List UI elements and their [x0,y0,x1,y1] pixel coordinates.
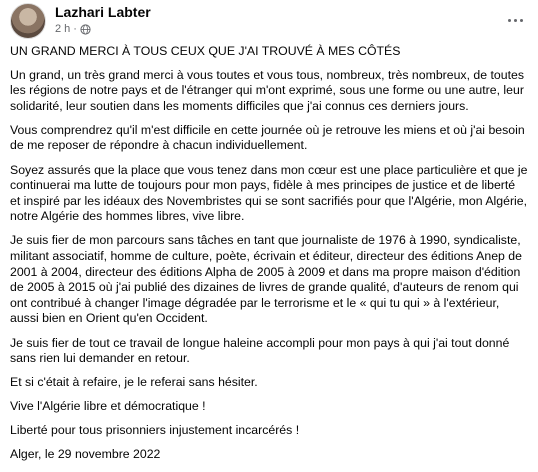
post-body [10,44,528,472]
globe-icon[interactable] [80,24,91,35]
post-time[interactable]: 2 h [55,23,71,35]
post-signature: Alger, le 29 novembre 2022 [10,447,161,462]
author-avatar[interactable] [10,3,46,39]
author-name[interactable]: Lazhari Labter [55,4,151,20]
post-paragraph: Liberté pour tous prisonniers injustement incarcérés ! [10,423,300,438]
post-paragraph: Soyez assurés que la place que vous tenez dans mon cœur est une place particulière et que je continuerai ma lutte de toujours pour mon pays, fidèle à mes principes de justice et de liberté et inspiré par les idéaux des Novembristes qui se sont sacrifiés pour que l'Algérie, mon Algérie, notre Algérie des hommes libres, vive libre. [10,162,528,224]
post-meta [55,23,91,35]
post-paragraph: Vive l'Algérie libre et démocratique ! [10,399,206,414]
post-paragraph: Vous comprendrez qu'il m'est difficile en cette journée où je retrouve les miens et où j'ai besoin de me reposer de répondre à chacun individuellement. [10,122,525,153]
more-options-icon[interactable] [504,9,526,31]
meta-separator: · [73,23,77,35]
post-paragraph: Je suis fier de mon parcours sans tâches en tant que journaliste de 1976 à 1990, syndicaliste, militant associatif, homme de culture, poète, écrivain et éditeur, directeur des éditions Anep de 2001 à 2004, directeur des éditions Alpha de 2005 à 2009 et dans ma propre maison d'édition de 2005 à 2015 où j'ai publié des dizaines de livres de grande qualité, d'auteurs de renom qui ont contribué à changer l'image dégradée par le terrorisme et le « qui tu qui » à l'extérieur, aussi bien en Orient qu'en Occident. [10,233,522,326]
post-header [10,3,528,39]
post-paragraph: Un grand, un très grand merci à vous toutes et vous tous, nombreux, très nombreux, de toutes les régions de notre pays et de l'étranger qui m'ont exprimé, sous une forme ou une autre, leur solidarité, leur soutien dans les moments difficiles que j'ai connus ces derniers jours. [10,67,525,113]
post-paragraph: Je suis fier de tout ce travail de longue haleine accompli pour mon pays à qui j'ai tout donné sans rien lui demander en retour. [10,335,510,366]
post-paragraph: Et si c'était à refaire, je le referai sans hésiter. [10,375,258,390]
post-heading: UN GRAND MERCI À TOUS CEUX QUE J'AI TROUVÉ À MES CÔTÉS [10,44,401,58]
